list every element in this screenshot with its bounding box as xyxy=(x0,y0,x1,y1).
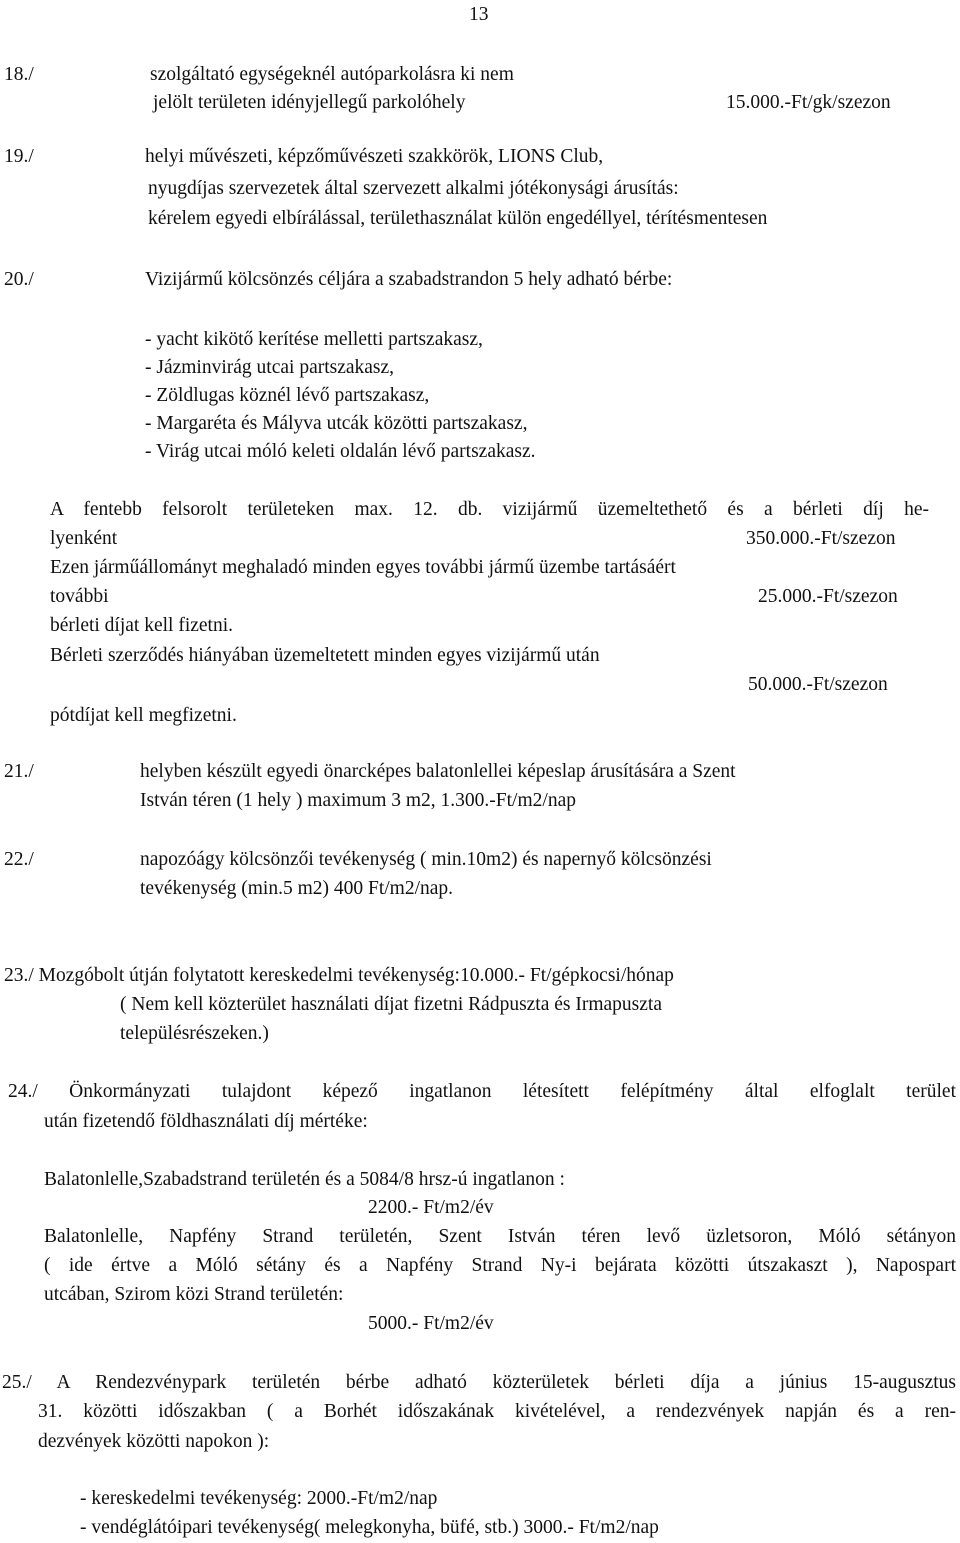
paragraph-line: lyenként xyxy=(50,528,118,549)
item-price: 350.000.-Ft/szezon xyxy=(746,528,896,549)
item-text: napozóágy kölcsönzői tevékenység ( min.10m2) és napernyő kölcsönzési xyxy=(140,849,712,870)
item-text: dezvények közötti napokon ): xyxy=(38,1431,270,1452)
item-number: 19./ xyxy=(4,146,34,167)
list-item: - Virág utcai móló keleti oldalán lévő partszakasz. xyxy=(145,441,536,462)
paragraph-line: Bérleti szerződés hiányában üzemeltetett minden egyes vizijármű után xyxy=(50,645,600,666)
item-text: István téren (1 hely ) maximum 3 m2, 1.300.-Ft/m2/nap xyxy=(140,790,576,811)
item-text: Vizijármű kölcsönzés céljára a szabadstrandon 5 hely adható bérbe: xyxy=(145,269,673,290)
item-text: 31. közötti időszakban ( a Borhét időszakának kivételével, a rendezvények napján és a ren- xyxy=(38,1401,956,1422)
item-text: ( Nem kell közterület használati díjat fizetni Rádpuszta és Irmapuszta xyxy=(120,994,663,1015)
item-text: helyi művészeti, képzőművészeti szakkörök, LIONS Club, xyxy=(145,146,604,167)
item-number: 22./ xyxy=(4,849,34,870)
list-item: - kereskedelmi tevékenység: 2000.-Ft/m2/nap xyxy=(80,1488,438,1509)
list-item: - yacht kikötő kerítése melletti partszakasz, xyxy=(145,329,483,350)
item-price: 5000.- Ft/m2/év xyxy=(368,1313,494,1334)
item-number: 20./ xyxy=(4,269,34,290)
item-price: 15.000.-Ft/gk/szezon xyxy=(726,92,891,113)
paragraph-line: Ezen járműállományt meghaladó minden egyes további jármű üzembe tartásáért xyxy=(50,557,676,578)
item-text: 25./ A Rendezvénypark területén bérbe adható közterületek bérleti díja a június 15-augusztus xyxy=(2,1372,956,1393)
item-text: tevékenység (min.5 m2) 400 Ft/m2/nap. xyxy=(140,878,454,899)
item-text: 23./ Mozgóbolt útján folytatott kereskedelmi tevékenység:10.000.- Ft/gépkocsi/hónap xyxy=(4,965,674,986)
item-price: 2200.- Ft/m2/év xyxy=(368,1197,494,1218)
list-item: - vendéglátóipari tevékenység( melegkonyha, büfé, stb.) 3000.- Ft/m2/nap xyxy=(80,1517,659,1538)
item-text: 24./ Önkormányzati tulajdont képező ingatlanon létesített felépítmény által elfoglalt terület xyxy=(8,1081,956,1102)
paragraph-line: bérleti díjat kell fizetni. xyxy=(50,615,234,636)
list-item: - Zöldlugas köznél lévő partszakasz, xyxy=(145,385,430,406)
item-text: ( ide értve a Móló sétány és a Napfény Strand Ny-i bejárata közötti útszakaszt ), Napospart xyxy=(44,1255,956,1276)
item-text: Balatonlelle,Szabadstrand területén és a 5084/8 hrsz-ú ingatlanon : xyxy=(44,1169,565,1190)
paragraph-line: további xyxy=(50,586,109,607)
item-text: szolgáltató egységeknél autóparkolásra ki nem xyxy=(150,64,514,85)
item-number: 18./ xyxy=(4,64,34,85)
item-price: 50.000.-Ft/szezon xyxy=(748,674,888,695)
item-text: jelölt területen idényjellegű parkolóhely xyxy=(153,92,466,113)
item-text: utcában, Szirom közi Strand területén: xyxy=(44,1284,344,1305)
list-item: - Margaréta és Mályva utcák közötti partszakasz, xyxy=(145,413,528,434)
item-text: kérelem egyedi elbírálással, területhasználat külön engedéllyel, térítésmentesen xyxy=(148,208,768,229)
paragraph-line: pótdíjat kell megfizetni. xyxy=(50,705,237,726)
list-item: - Jázminvirág utcai partszakasz, xyxy=(145,357,395,378)
page-number: 13 xyxy=(469,4,489,25)
paragraph-line: A fentebb felsorolt területeken max. 12. db. vizijármű üzemeltethető és a bérleti díj he- xyxy=(50,499,929,520)
item-text: helyben készült egyedi önarcképes balatonlellei képeslap árusítására a Szent xyxy=(140,761,736,782)
item-text: településrészeken.) xyxy=(120,1023,269,1044)
item-number: 21./ xyxy=(4,761,34,782)
item-price: 25.000.-Ft/szezon xyxy=(758,586,898,607)
item-text: nyugdíjas szervezetek által szervezett alkalmi jótékonysági árusítás: xyxy=(148,178,679,199)
item-text: Balatonlelle, Napfény Strand területén, Szent István téren levő üzletsoron, Móló sétányon xyxy=(44,1226,956,1247)
item-text: után fizetendő földhasználati díj mértéke: xyxy=(44,1111,368,1132)
